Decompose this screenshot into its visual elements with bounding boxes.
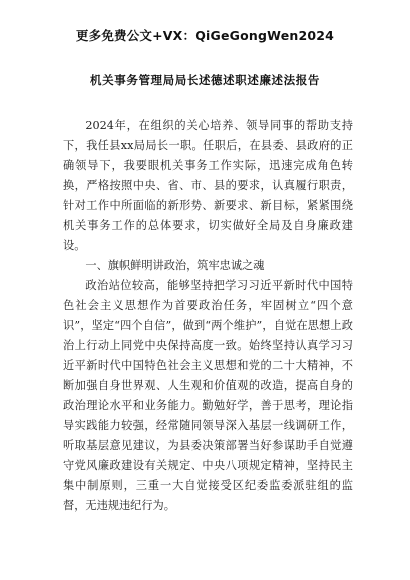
document-body [63, 116, 353, 516]
section-heading: 一、旗帜鲜明讲政治，筑牢忠诚之魂 [85, 259, 265, 272]
paragraph-intro: 2024年，在组织的关心培养、领导同事的帮助支持下，我任县xx局局长一职。任职后，在县委、县政府的正确领导下，我要眼机关事务工作实际，迅速完成角色转换，严格按照中央、省、市、县的要求，认真履行职责，针对工作中所面临的新形势、新要求、新目标，紧紧围绕机关事务工作的总体要求，切实做好全局及自身廉政建设。 [63, 119, 353, 252]
document-title: 机关事务管理局局长述德述职述廉述法报告 [90, 73, 320, 87]
paragraph-politics: 政治站位较高，能够坚持把学习习近平新时代中国特色社会主义思想作为首要政治任务，牢固树立“四个意识”，坚定“四个自信”，做到“两个维护”，自觉在思想上政治上行动上同党中央保持高度一致。始终坚持认真学习习近平新时代中国特色社会主义思想和党的二十大精神，不断加强自身世界观、人生观和价值观的改造，提高自身的政治理论水平和业务能力。勤勉好学，善于思考，理论指导实践能力较强，经常随同领导深入基层一线调研工作，听取基层意见建议，为县委决策部署当好参谋助手自觉遵守党风廉政建设有关规定、中央八项规定精神，坚持民主集中制原则，三重一大自觉接受区纪委监委派驻组的监督，无违规违纪行为。 [63, 279, 353, 512]
watermark-header: 更多免费公文+VX：QiGeGongWen2024 [75, 28, 335, 43]
